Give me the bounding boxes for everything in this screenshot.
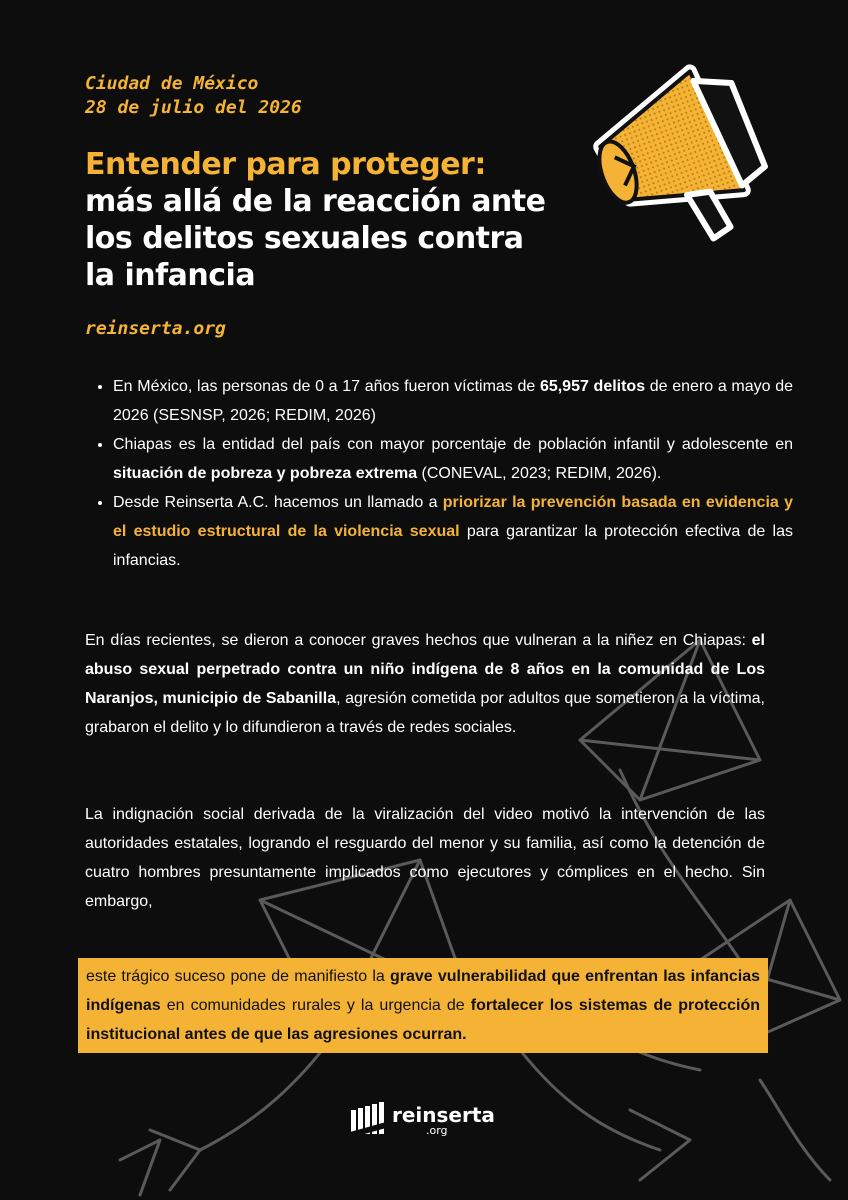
title-accent: Entender para proteger: <box>85 147 486 182</box>
list-item: • En México, las personas de 0 a 17 años fueron víctimas de 65,957 delitos de enero a mayo de 2026 (SESNSP, 2026; REDIM, 2026) <box>113 372 793 430</box>
megaphone-icon <box>580 62 770 262</box>
title-rest: más allá de la reacción ante los delitos sexuales contra la infancia <box>85 184 546 293</box>
paragraph-response: La indignación social derivada de la viralización del video motivó la intervención de las autoridades estatales, logrando el resguardo del menor y su familia, así como la detención de cuatro hombres presuntamente implicados como ejecutores y cómplices en el hecho. Sin embargo, <box>85 806 765 910</box>
site-url: reinserta.org <box>85 318 226 339</box>
list-item: • Desde Reinserta A.C. hacemos un llamado a priorizar la prevención basada en evidencia y el estudio estructural de la violencia sexual para garantizar la protección efectiva de las infancias. <box>113 488 793 575</box>
reinserta-logo-icon <box>350 1102 386 1138</box>
logo-tld: .org <box>426 1123 448 1137</box>
page-title <box>85 146 555 294</box>
list-item: • Chiapas es la entidad del país con mayor porcentaje de población infantil y adolescente en situación de pobreza y pobreza extrema (CONEVAL, 2023; REDIM, 2026). <box>113 430 793 488</box>
key-points-list <box>85 372 793 575</box>
city: Ciudad de México <box>85 73 259 94</box>
highlight-box: este trágico suceso pone de manifiesto la grave vulnerabilidad que enfrentan las infancias indígenas en comunidades rurales y la urgencia de fortalecer los sistemas de protección institucional antes de que las agresiones ocurran. <box>78 958 768 1053</box>
dateline <box>85 72 302 120</box>
date: 28 de julio del 2026 <box>85 97 302 118</box>
logo-name: reinserta <box>392 1102 495 1127</box>
footer-logo <box>350 1102 495 1138</box>
paragraph-events: En días recientes, se dieron a conocer graves hechos que vulneran a la niñez en Chiapas: el abuso sexual perpetrado contra un niño indígena de 8 años en la comunidad de Los Naranjos, municipio de Sabanilla, agresión cometida por adultos que sometieron a la víctima, grabaron el delito y lo difundieron a través de redes sociales. <box>85 632 766 736</box>
